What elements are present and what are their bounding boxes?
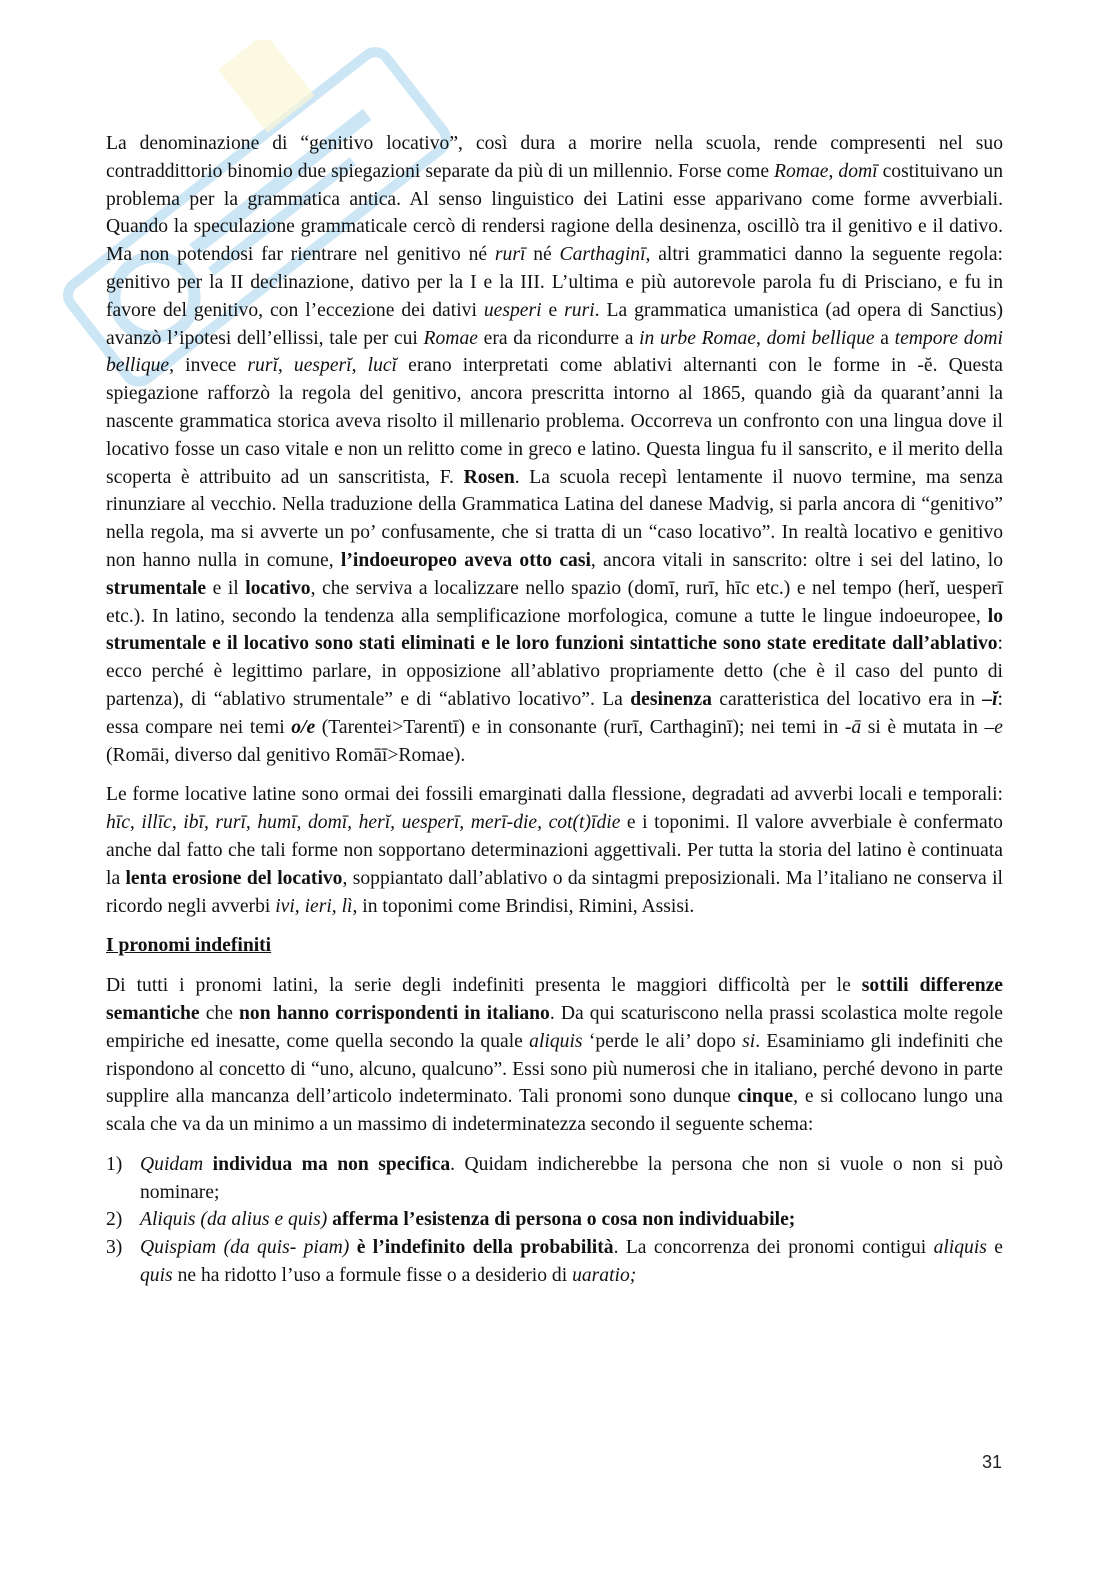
text-run: o/e — [291, 716, 316, 738]
text-run: né — [525, 244, 560, 266]
text-run: quis — [140, 1265, 173, 1287]
text-run: si è mutata in — [861, 716, 985, 738]
text-run: Le forme locative latine sono ormai dei fossili emarginati dalla flessione, degradati ad avverbi locali e temporali: — [106, 784, 1003, 806]
text-run: aliquis — [933, 1237, 987, 1259]
text-run: , soppiantato dall’ablativo o da sintagmi preposizionali. Ma l’italiano ne conserva il ricordo negli avverbi — [106, 867, 1003, 917]
text-run: lo strumentale e il locativo sono stati eliminati e le loro funzioni sintattiche sono state ereditate dall’ablativo — [106, 605, 1003, 655]
list-item-number: 3) — [106, 1237, 123, 1259]
list-item — [106, 1234, 1003, 1290]
text-run: , ancora vitali in sanscrito: oltre i sei del latino, lo — [590, 549, 1003, 571]
text-run: ‘perde le ali’ dopo — [582, 1030, 743, 1052]
list-item-text — [140, 1154, 1003, 1203]
text-run: . Quidam indicherebbe la persona che non si vuole o non si può nominare; — [140, 1153, 1003, 1203]
text-run: e i toponimi. Il valore avverbiale è confermato anche dal fatto che tali forme non sopportano determinazioni aggettivali. Per tutta la storia del latino è continuata la — [106, 812, 1003, 889]
text-run: lenta erosione del locativo — [125, 867, 343, 889]
text-run: domi bellique — [766, 327, 875, 349]
text-run: tempore domi bellique — [106, 327, 1003, 377]
text-run — [203, 1154, 212, 1175]
text-run: uesperi — [483, 299, 542, 321]
text-run: era da ricondurre a — [477, 327, 640, 349]
text-run: . La scuola recepì lentamente il nuovo termine, ma senza rinunziare al vecchio. Nella traduzione della Grammatica Latina del danese Madvig, si parla ancora di “genitivo” nella regola, ma si avverte un po’ confusamente, che si tratta di un “caso locativo”. In realtà locativo e genitivo non hanno nulla in comune, — [106, 466, 1004, 571]
text-run: che — [199, 1002, 240, 1024]
text-run: : essa compare nei temi — [106, 688, 1003, 738]
paragraph-genitivo-locativo — [106, 130, 1003, 769]
list-item — [106, 1151, 1003, 1207]
text-run: afferma l’esistenza di persona o cosa non individuabile; — [332, 1209, 796, 1231]
paragraph-indefiniti-intro — [106, 972, 1003, 1139]
text-run: Carthaginī — [559, 244, 646, 266]
text-run: aliquis — [529, 1030, 583, 1052]
page-content — [106, 130, 1003, 1290]
text-run: . La concorrenza dei pronomi contigui — [613, 1237, 934, 1259]
list-item-text — [140, 1237, 1003, 1286]
list-item — [106, 1206, 1003, 1234]
text-run: in urbe Romae — [639, 327, 757, 349]
text-run: : ecco perché è legittimo parlare, in opposizione all’ablativo propriamente detto (che è il caso del punto di partenza), di “ablativo strumentale” e di “ablativo locativo”. La — [106, 633, 1003, 710]
text-run: , e si collocano lungo una scala che va da un minimo a un massimo di indeterminatezza secondo il seguente schema: — [106, 1086, 1004, 1136]
text-run: . La grammatica umanistica (ad opera di Sanctius) avanzò l’ipotesi dell’ellissi, tale per cui — [106, 299, 1003, 349]
list-item-number: 2) — [106, 1209, 123, 1231]
text-run: . Da qui scaturiscono nella prassi scolastica molte regole empiriche ed inesatte, come quella secondo la quale — [106, 1002, 1003, 1052]
text-run: –ĭ — [982, 688, 998, 710]
text-run: caratteristica del locativo era in — [711, 688, 983, 710]
text-run: strumentale — [106, 577, 207, 599]
text-run: sottili differenze semantiche — [106, 975, 1003, 1024]
text-run — [349, 1237, 356, 1258]
text-run: e — [541, 299, 565, 321]
text-run: individua ma non specifica — [212, 1153, 451, 1175]
text-run: . Esaminiamo gli indefiniti che rispondono al concetto di “uno, alcuno, qualcuno”. Essi sono più numerosi che in italiano, perché devono in parte supplire alla mancanza dell’articolo indeterminato. Tali pronomi sono dunque — [106, 1030, 1004, 1108]
text-run: Quidam — [140, 1153, 204, 1175]
text-run: , — [828, 160, 839, 182]
text-run: –e — [984, 716, 1003, 738]
text-run: e — [986, 1237, 1003, 1259]
text-run: , in toponimi come Brindisi, Rimini, Assisi. — [352, 895, 695, 917]
text-run: rurĭ, uesperĭ, lucĭ — [247, 355, 398, 377]
text-run: uaratio; — [572, 1265, 637, 1287]
text-run: Romae — [423, 327, 478, 349]
text-run: si — [742, 1030, 756, 1052]
watermark-accent — [218, 40, 315, 133]
text-run: è l’indefinito della probabilità — [356, 1237, 614, 1259]
text-run: (Tarentei>Tarentī) e in consonante (rurī, Carthaginī); nei temi in — [315, 716, 845, 738]
text-run: Quispiam (da quis- piam) — [140, 1237, 350, 1259]
text-run: desinenza — [630, 688, 712, 710]
list-item-number: 1) — [106, 1153, 123, 1175]
text-run: , che serviva a localizzare nello spazio (domī, rurī, hīc etc.) e nel tempo (herĭ, uesperī etc.). In latino, secondo la tendenza alla semplificazione morfologica, comune a tutte le lingue indoeuropee, — [106, 577, 1003, 627]
paragraph-forme-locative — [106, 781, 1003, 920]
text-run: (Romāi, diverso dal genitivo Romāī>Romae). — [106, 744, 466, 766]
text-run: , altri grammatici danno la seguente regola: genitivo per la II declinazione, dativo per la I e la III. L’ultima e più autorevole parola fu di Prisciano, e fu in favore del genitivo, con l’eccezione dei dativi — [106, 244, 1003, 321]
text-run: costituivano un problema per la grammatica antica. Al senso linguistico dei Latini esse apparivano come forme avverbiali. Quando la speculazione grammaticale cercò di rendersi ragione della desinenza, oscillò tra il genitivo e il dativo. Ma non potendosi far rientrare nel genitivo né — [106, 160, 1003, 266]
text-run: -ā — [844, 716, 862, 738]
text-run: hīc, illīc, ibī, rurī, humī, domī, herĭ, uesperī, merī-die, cot(t)īdie — [106, 812, 621, 834]
text-run: , — [756, 327, 767, 349]
text-run: erano interpretati come ablativi alternanti con le forme in -ĕ. Questa spiegazione rafforzò la regola del genitivo, ancora prescritta intorno al 1865, quando già da quarant’anni la nascente grammatica storica aveva risolto il millenario problema. Occorreva un confronto con una lingua dove il locativo fosse un caso vitale e non un relitto come in greco e latino. Questa lingua fu il sanscrito, e il merito della scoperta è attribuito ad un sanscritista, F. — [106, 355, 1003, 488]
text-run: a — [874, 327, 895, 349]
text-run: Aliquis (da alius e quis) — [140, 1209, 328, 1231]
text-run: ne ha ridotto l’uso a formule fisse o a desiderio di — [172, 1265, 573, 1287]
indefiniti-list — [106, 1151, 1003, 1290]
text-run: non hanno corrispondenti in italiano — [239, 1002, 550, 1024]
text-run: domī — [838, 160, 878, 182]
text-run: La denominazione di “genitivo locativo”, così dura a morire nella scuola, rende compresenti nel suo contraddittorio binomio due spiegazioni separate da più di un millennio. Forse come — [106, 133, 1003, 182]
text-run: ivi, ieri, lì — [275, 895, 353, 917]
text-run: ruri — [564, 299, 595, 321]
text-run: rurī — [494, 244, 526, 266]
text-run: cinque — [737, 1086, 794, 1108]
section-heading: I pronomi indefiniti — [106, 935, 272, 957]
text-run: locativo — [245, 577, 311, 599]
text-run: Romae — [774, 160, 829, 182]
text-run: Di tutti i pronomi latini, la serie degli indefiniti presenta le maggiori difficoltà per le — [106, 975, 862, 997]
page-number: 31 — [981, 1452, 1002, 1472]
list-item-text — [140, 1209, 795, 1230]
text-run: l’indoeuropeo aveva otto casi — [340, 549, 591, 571]
text-run: , invece — [169, 355, 248, 377]
text-run: e il — [206, 577, 246, 599]
text-run: Rosen — [463, 466, 515, 488]
